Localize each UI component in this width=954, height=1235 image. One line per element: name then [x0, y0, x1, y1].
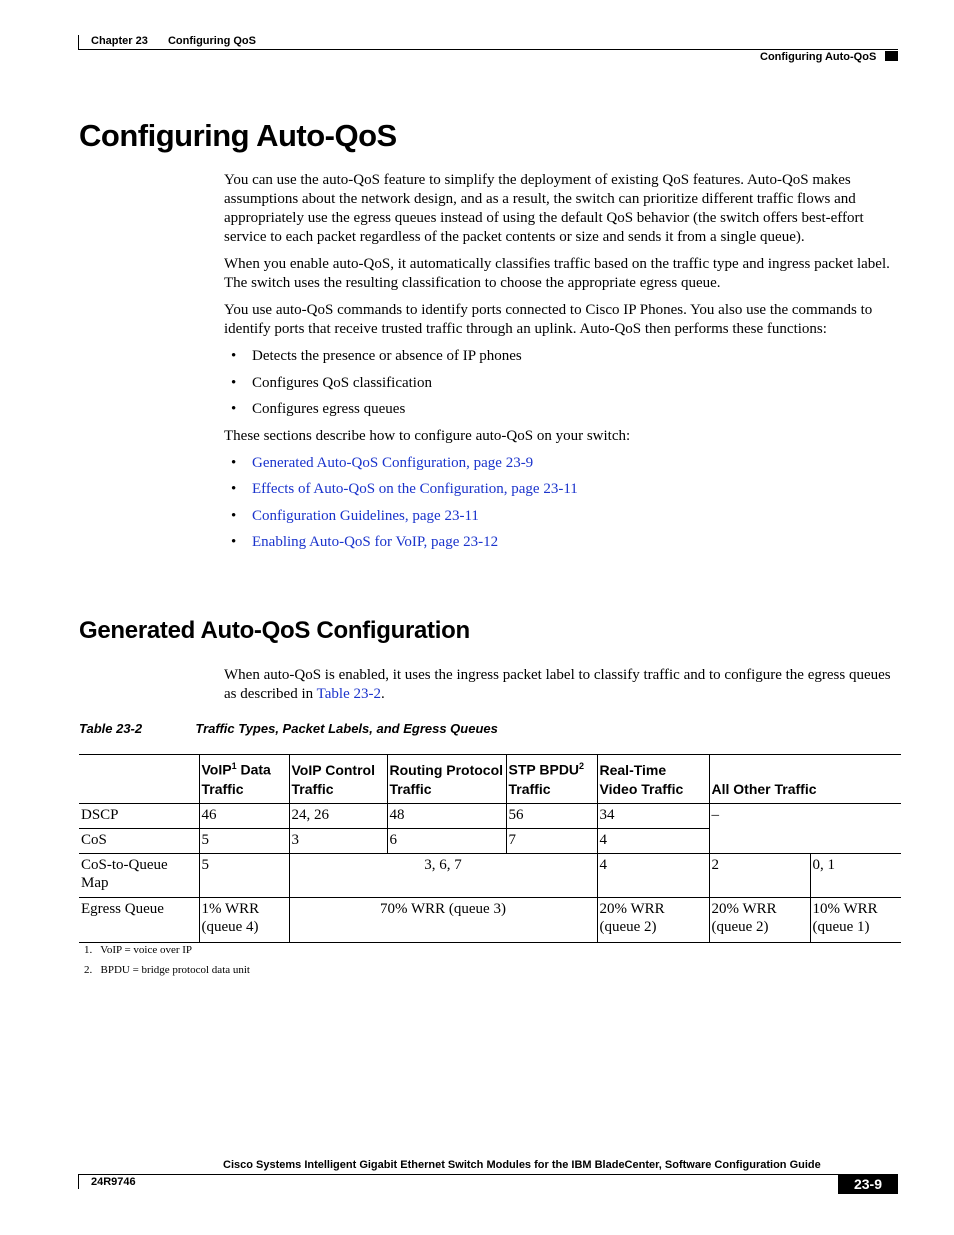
list-item: • Enabling Auto-QoS for VoIP, page 23-12: [231, 534, 499, 550]
header-real-time-video: Real-Time Video Traffic: [597, 755, 709, 804]
qos-table: [79, 754, 901, 943]
header-routing-protocol: Routing Protocol Traffic: [387, 755, 506, 804]
section-paragraph: When auto-QoS is enabled, it uses the ingress packet label to classify traffic and to configure the egress queues as described in Table 23-2.: [224, 667, 891, 702]
table-cell: 4: [597, 853, 709, 897]
row-label: DSCP: [79, 803, 199, 828]
table-cell: 10% WRR (queue 1): [810, 897, 901, 942]
footer-book-title: Cisco Systems Intelligent Gigabit Ethernet Switch Modules for the IBM BladeCenter, Software Configuration Guide: [223, 1159, 821, 1171]
functions-list: [224, 347, 899, 427]
footer-rule: [78, 1174, 898, 1175]
header-stp-bpdu: STP BPDU$^2$ Traffic: [506, 755, 597, 804]
list-item: • Detects the presence or absence of IP phones: [231, 348, 522, 364]
header-rule: [78, 49, 898, 50]
intro-paragraph-1: You can use the auto-QoS feature to simplify the deployment of existing QoS features. Auto-QoS makes assumptions about the network design, and as a result, the switch can prioritize different traffic flows and appropriately use the egress queues instead of using the default QoS behavior (the switch offers best-effort service to each packet regardless of the packet contents or size and sends it from a single queue).: [224, 172, 864, 245]
list-item: • Configures QoS classification: [231, 374, 432, 391]
table-cell: 70% WRR (queue 3): [289, 897, 597, 942]
table-cell: 24, 26: [289, 803, 387, 828]
table-cell: –: [709, 803, 901, 853]
table-cell: 48: [387, 803, 506, 828]
header-left-rule: [78, 35, 79, 50]
table-cell: 3: [289, 828, 387, 853]
page-number: 23-9: [853, 1176, 883, 1192]
link-enabling-auto-qos-voip[interactable]: Enabling Auto-QoS for VoIP, page 23-12: [252, 534, 499, 550]
section-heading: Generated Auto-QoS Configuration: [79, 617, 470, 644]
list-item: • Configures egress queues: [231, 401, 406, 417]
header-marker-block: [885, 51, 898, 61]
table-cell: 0, 1: [810, 853, 901, 897]
intro-paragraph-4: These sections describe how to configure auto-QoS on your switch:: [224, 427, 631, 444]
table-cell: 20% WRR (queue 2): [709, 897, 810, 942]
table-cell: 7: [506, 828, 597, 853]
header-chapter: [91, 35, 256, 47]
footer-doc-id: 24R9746: [91, 1176, 136, 1188]
table-number: Table 23-2: [79, 721, 143, 736]
row-label: CoS-to-Queue Map: [79, 853, 199, 897]
table-cell: 1% WRR (queue 4): [199, 897, 289, 942]
table-cell: 2: [709, 853, 810, 897]
page-title: Configuring Auto-QoS: [79, 118, 397, 153]
header-voip-control: VoIP Control Traffic: [289, 755, 387, 804]
table-cell: 46: [199, 803, 289, 828]
table-cell: 56: [506, 803, 597, 828]
table-cell: 3, 6, 7: [289, 853, 597, 897]
intro-body: [224, 171, 899, 560]
table-row: [79, 853, 901, 897]
table-title: Traffic Types, Packet Labels, and Egress Queues: [195, 721, 498, 736]
link-configuration-guidelines[interactable]: Configuration Guidelines, page 23-11: [252, 507, 479, 524]
table-row: [79, 803, 901, 828]
list-item: • Configuration Guidelines, page 23-11: [231, 507, 479, 524]
header-all-other: All Other Traffic: [709, 755, 901, 804]
intro-paragraph-2: When you enable auto-QoS, it automatically classifies traffic based on the traffic type and ingress packet label. The switch uses the resulting classification to choose the appropriate egress queue.: [224, 256, 890, 291]
table-reference-link[interactable]: Table 23-2: [316, 686, 381, 702]
section-links-list: [224, 454, 899, 560]
table-cell: 4: [597, 828, 709, 853]
table-row: [79, 897, 901, 942]
row-label: Egress Queue: [79, 897, 199, 942]
list-item: • Generated Auto-QoS Configuration, page 23-9: [231, 454, 534, 471]
link-effects-of-auto-qos[interactable]: Effects of Auto-QoS on the Configuration, page 23-11: [252, 481, 578, 497]
table-cell: 34: [597, 803, 709, 828]
footer-left-rule: [78, 1174, 79, 1189]
table-cell: 6: [387, 828, 506, 853]
table-cell: 5: [199, 853, 289, 897]
footnote-1: 1. VoIP = voice over IP: [84, 944, 193, 956]
row-label: CoS: [79, 828, 199, 853]
list-item: • Effects of Auto-QoS on the Configuration, page 23-11: [231, 481, 578, 497]
header-empty: [79, 755, 199, 804]
chapter-number: Chapter 23: [91, 35, 148, 47]
link-generated-auto-qos[interactable]: Generated Auto-QoS Configuration, page 23-9: [252, 454, 534, 471]
chapter-title: Configuring QoS: [167, 35, 256, 47]
table-cell: 5: [199, 828, 289, 853]
table-cell: 20% WRR (queue 2): [597, 897, 709, 942]
header-section: Configuring Auto-QoS: [760, 51, 877, 63]
footnote-2: 2. BPDU = bridge protocol data unit: [84, 964, 250, 976]
table-caption: [79, 721, 498, 736]
intro-paragraph-3: You use auto-QoS commands to identify ports connected to Cisco IP Phones. You also use the commands to identify ports that receive trusted traffic through an uplink. Auto-QoS then performs these functions:: [224, 302, 873, 337]
header-voip-data: VoIP$^1$ Data Traffic: [199, 755, 289, 804]
